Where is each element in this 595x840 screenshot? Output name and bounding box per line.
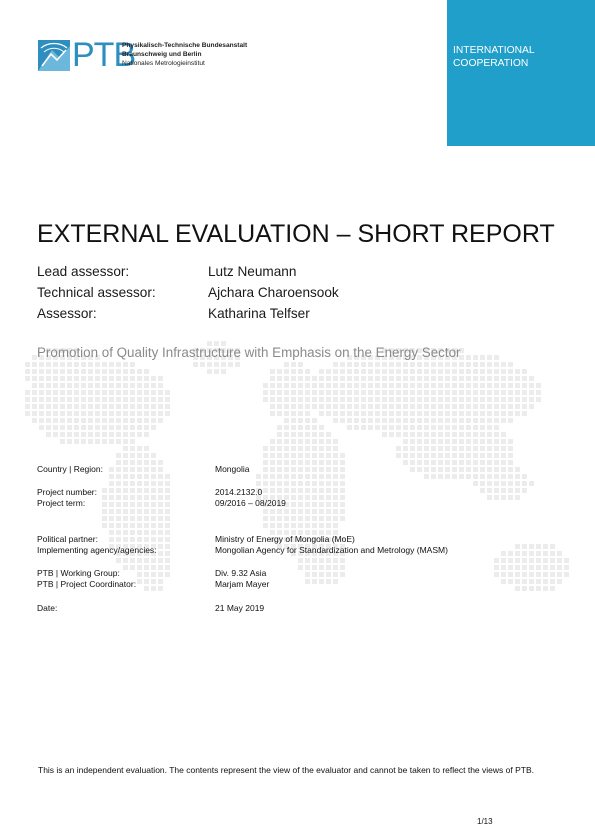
assessor-row bbox=[37, 264, 457, 285]
detail-label: Country | Region: bbox=[37, 464, 103, 474]
assessor-label: Technical assessor: bbox=[37, 285, 156, 300]
detail-value: Mongolian Agency for Standardization and Metrology (MASM) bbox=[215, 545, 448, 555]
institute-line: Nationales Metrologieinstitut bbox=[122, 60, 205, 67]
assessor-list bbox=[37, 264, 457, 327]
detail-label: PTB | Working Group: bbox=[37, 568, 120, 578]
assessor-row bbox=[37, 306, 457, 327]
assessor-label: Lead assessor: bbox=[37, 264, 130, 279]
assessor-label: Assessor: bbox=[37, 306, 97, 321]
detail-value: Mongolia bbox=[215, 464, 250, 474]
assessor-name: Katharina Telfser bbox=[208, 306, 310, 321]
international-cooperation-banner bbox=[447, 0, 595, 146]
detail-value: 09/2016 – 08/2019 bbox=[215, 498, 286, 508]
detail-value: Marjam Mayer bbox=[215, 579, 270, 589]
detail-label: Date: bbox=[37, 603, 58, 613]
page-number: 1/13 bbox=[477, 817, 493, 826]
assessor-name: Ajchara Charoensook bbox=[208, 285, 339, 300]
detail-label: Project number: bbox=[37, 487, 97, 497]
detail-value: 2014.2132.0 bbox=[215, 487, 263, 497]
institute-name bbox=[122, 41, 312, 68]
institute-line: Physikalisch-Technische Bundesanstalt bbox=[122, 42, 248, 49]
report-title: EXTERNAL EVALUATION – SHORT REPORT bbox=[37, 220, 555, 248]
disclaimer: This is an independent evaluation. The contents represent the view of the evaluator and cannot be taken to reflect the views of PTB. bbox=[38, 765, 534, 775]
project-subtitle: Promotion of Quality Infrastructure with Emphasis on the Energy Sector bbox=[37, 345, 461, 360]
assessor-row bbox=[37, 285, 457, 306]
ptb-wordmark: PTB bbox=[72, 36, 136, 74]
detail-label: PTB | Project Coordinator: bbox=[37, 579, 137, 589]
banner-line: COOPERATION bbox=[453, 57, 529, 69]
institute-line: Braunschweig und Berlin bbox=[122, 51, 202, 58]
banner-line: INTERNATIONAL bbox=[453, 45, 535, 56]
detail-value: Ministry of Energy of Mongolia (MoE) bbox=[215, 534, 355, 544]
detail-value: 21 May 2019 bbox=[215, 603, 265, 613]
assessor-name: Lutz Neumann bbox=[208, 264, 297, 279]
detail-label: Implementing agency/agencies: bbox=[37, 545, 157, 555]
detail-label: Project term: bbox=[37, 498, 86, 508]
ptb-logo-icon bbox=[38, 40, 70, 71]
detail-value: Div. 9.32 Asia bbox=[215, 568, 267, 578]
detail-label: Political partner: bbox=[37, 534, 98, 544]
